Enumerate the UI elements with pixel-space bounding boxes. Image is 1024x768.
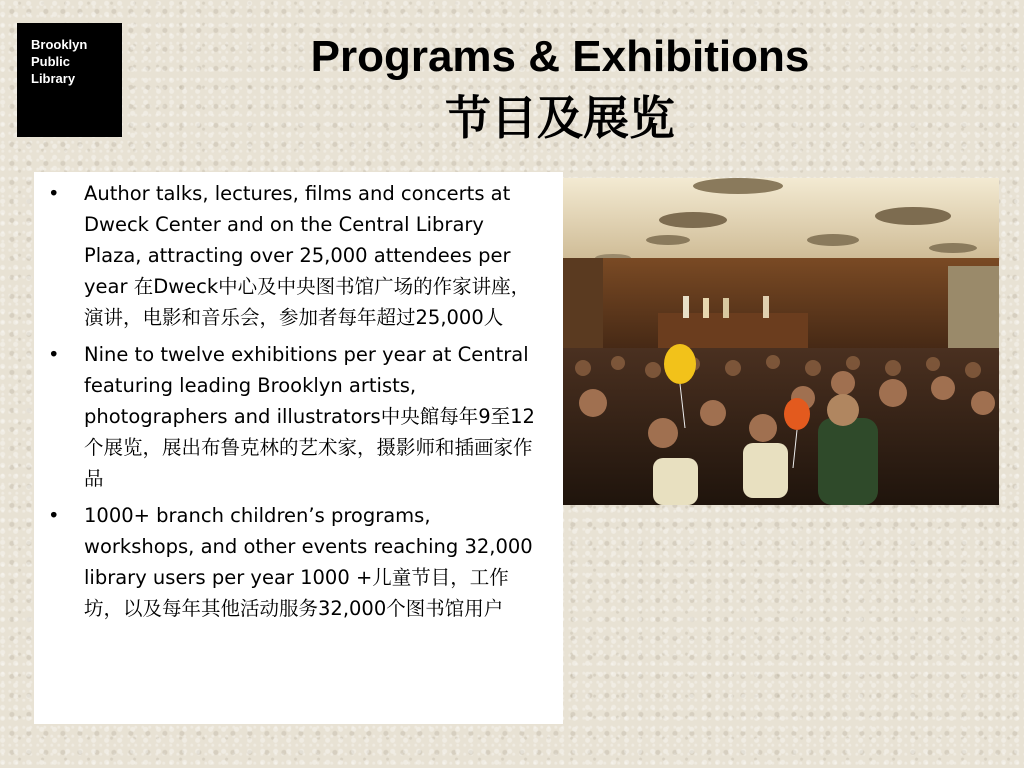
- bullet-text: 1000+ branch children’s programs, workshops, and other events reaching 32,000 library users per year 1000 +儿童节目，工作坊，以及每年其他活动服务32,000个图书馆用户: [84, 504, 533, 620]
- auditorium-concert-photo: [563, 178, 999, 505]
- logo-line-1: Brooklyn: [31, 37, 88, 52]
- bullet-marker: •: [48, 504, 60, 527]
- title-english: Programs & Exhibitions: [310, 32, 810, 81]
- bullet-list: [48, 178, 547, 624]
- bullet-item: [48, 339, 547, 494]
- brooklyn-public-library-logo: [17, 23, 122, 137]
- auditorium-photo-illustration: [563, 178, 999, 505]
- bullet-text: Author talks, lectures, films and concerts at Dweck Center and on the Central Library Plaza, attracting over 25,000 attendees per year 在Dweck中心及中央图书馆广场的作家讲座，演讲，电影和音乐会，参加者每年超过25,000人: [84, 182, 531, 329]
- slide-title: [180, 28, 940, 148]
- title-chinese: 节目及展览: [445, 91, 675, 145]
- bullet-marker: •: [48, 182, 60, 205]
- bullet-marker: •: [48, 343, 60, 366]
- bullet-text-box: [34, 172, 563, 724]
- bullet-item: [48, 178, 547, 333]
- logo-line-3: Library: [31, 71, 76, 86]
- bullet-item: [48, 500, 547, 624]
- bullet-text: Nine to twelve exhibitions per year at Central featuring leading Brooklyn artists, photographers and illustrators中央館每年9至12个展览，展出布鲁克林的艺术家，摄影师和插画家作品: [84, 343, 535, 490]
- logo-line-2: Public: [31, 54, 71, 69]
